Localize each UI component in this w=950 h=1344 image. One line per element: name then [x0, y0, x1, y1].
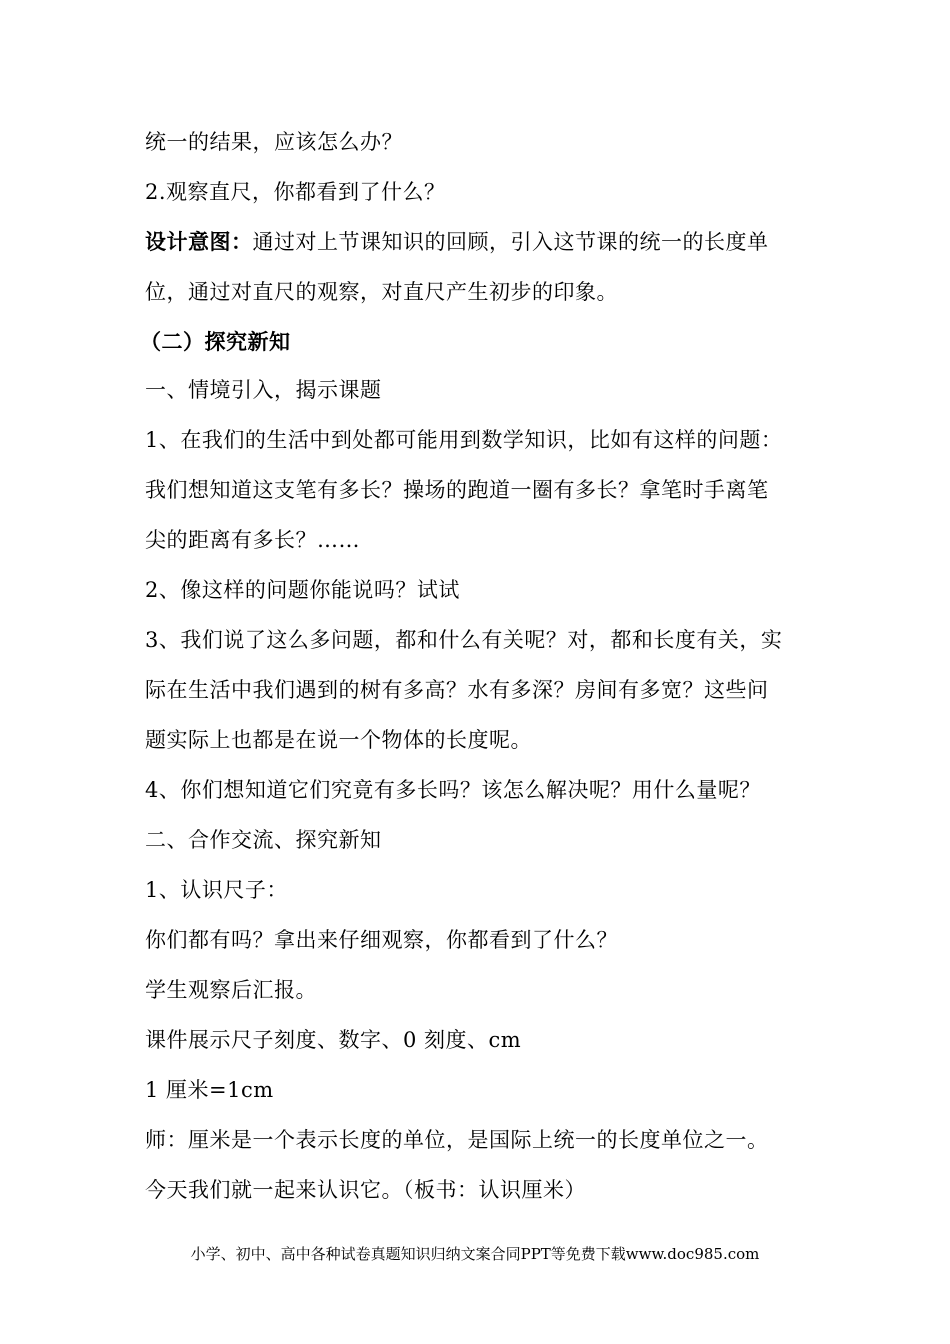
- design-intent-paragraph: [145, 227, 769, 257]
- text-line-1: 统一的结果，应该怎么办？: [145, 130, 403, 154]
- text-line-12: 际在生活中我们遇到的树有多高？水有多深？房间有多宽？这些问: [145, 678, 769, 702]
- text-line-10: 2、像这样的问题你能说吗？试试: [145, 578, 460, 602]
- text-line-4: 位，通过对直尺的观察，对直尺产生初步的印象。: [145, 280, 618, 304]
- text-line-17: 你们都有吗？拿出来仔细观察，你都看到了什么？: [145, 928, 618, 952]
- text-line-20: 1 厘米=1cm: [145, 1078, 274, 1102]
- section-heading: （二）探究新知: [140, 329, 291, 354]
- subsection-heading-2: 二、合作交流、探究新知: [145, 828, 382, 852]
- subsection-heading-1: 一、情境引入，揭示课题: [145, 378, 382, 402]
- design-intent-label: 设计意图：: [145, 229, 253, 254]
- text-line-2: 2.观察直尺，你都看到了什么？: [145, 180, 446, 204]
- text-line-8: 我们想知道这支笔有多长？操场的跑道一圈有多长？拿笔时手离笔: [145, 478, 769, 502]
- text-line-14: 4、你们想知道它们究竟有多长吗？该怎么解决呢？用什么量呢？: [145, 778, 761, 802]
- text-line-11: 3、我们说了这么多问题，都和什么有关呢？对，都和长度有关，实: [145, 628, 783, 652]
- text-line-21: 师：厘米是一个表示长度的单位，是国际上统一的长度单位之一。: [145, 1128, 769, 1152]
- page-footer: 小学、初中、高中各种试卷真题知识归纳文案合同PPT等免费下载www.doc985.com: [190, 1245, 760, 1263]
- text-line-9: 尖的距离有多长？……: [145, 528, 360, 552]
- text-line-16: 1、认识尺子：: [145, 878, 288, 902]
- text-line-22: 今天我们就一起来认识它。（板书：认识厘米）: [145, 1178, 586, 1202]
- text-line-19: 课件展示尺子刻度、数字、0 刻度、cm: [145, 1028, 522, 1052]
- text-line-13: 题实际上也都是在说一个物体的长度呢。: [145, 728, 532, 752]
- design-intent-text: 通过对上节课知识的回顾，引入这节课的统一的长度单: [252, 230, 769, 254]
- text-line-7: 1、在我们的生活中到处都可能用到数学知识，比如有这样的问题：: [145, 428, 783, 452]
- text-line-18: 学生观察后汇报。: [145, 978, 317, 1002]
